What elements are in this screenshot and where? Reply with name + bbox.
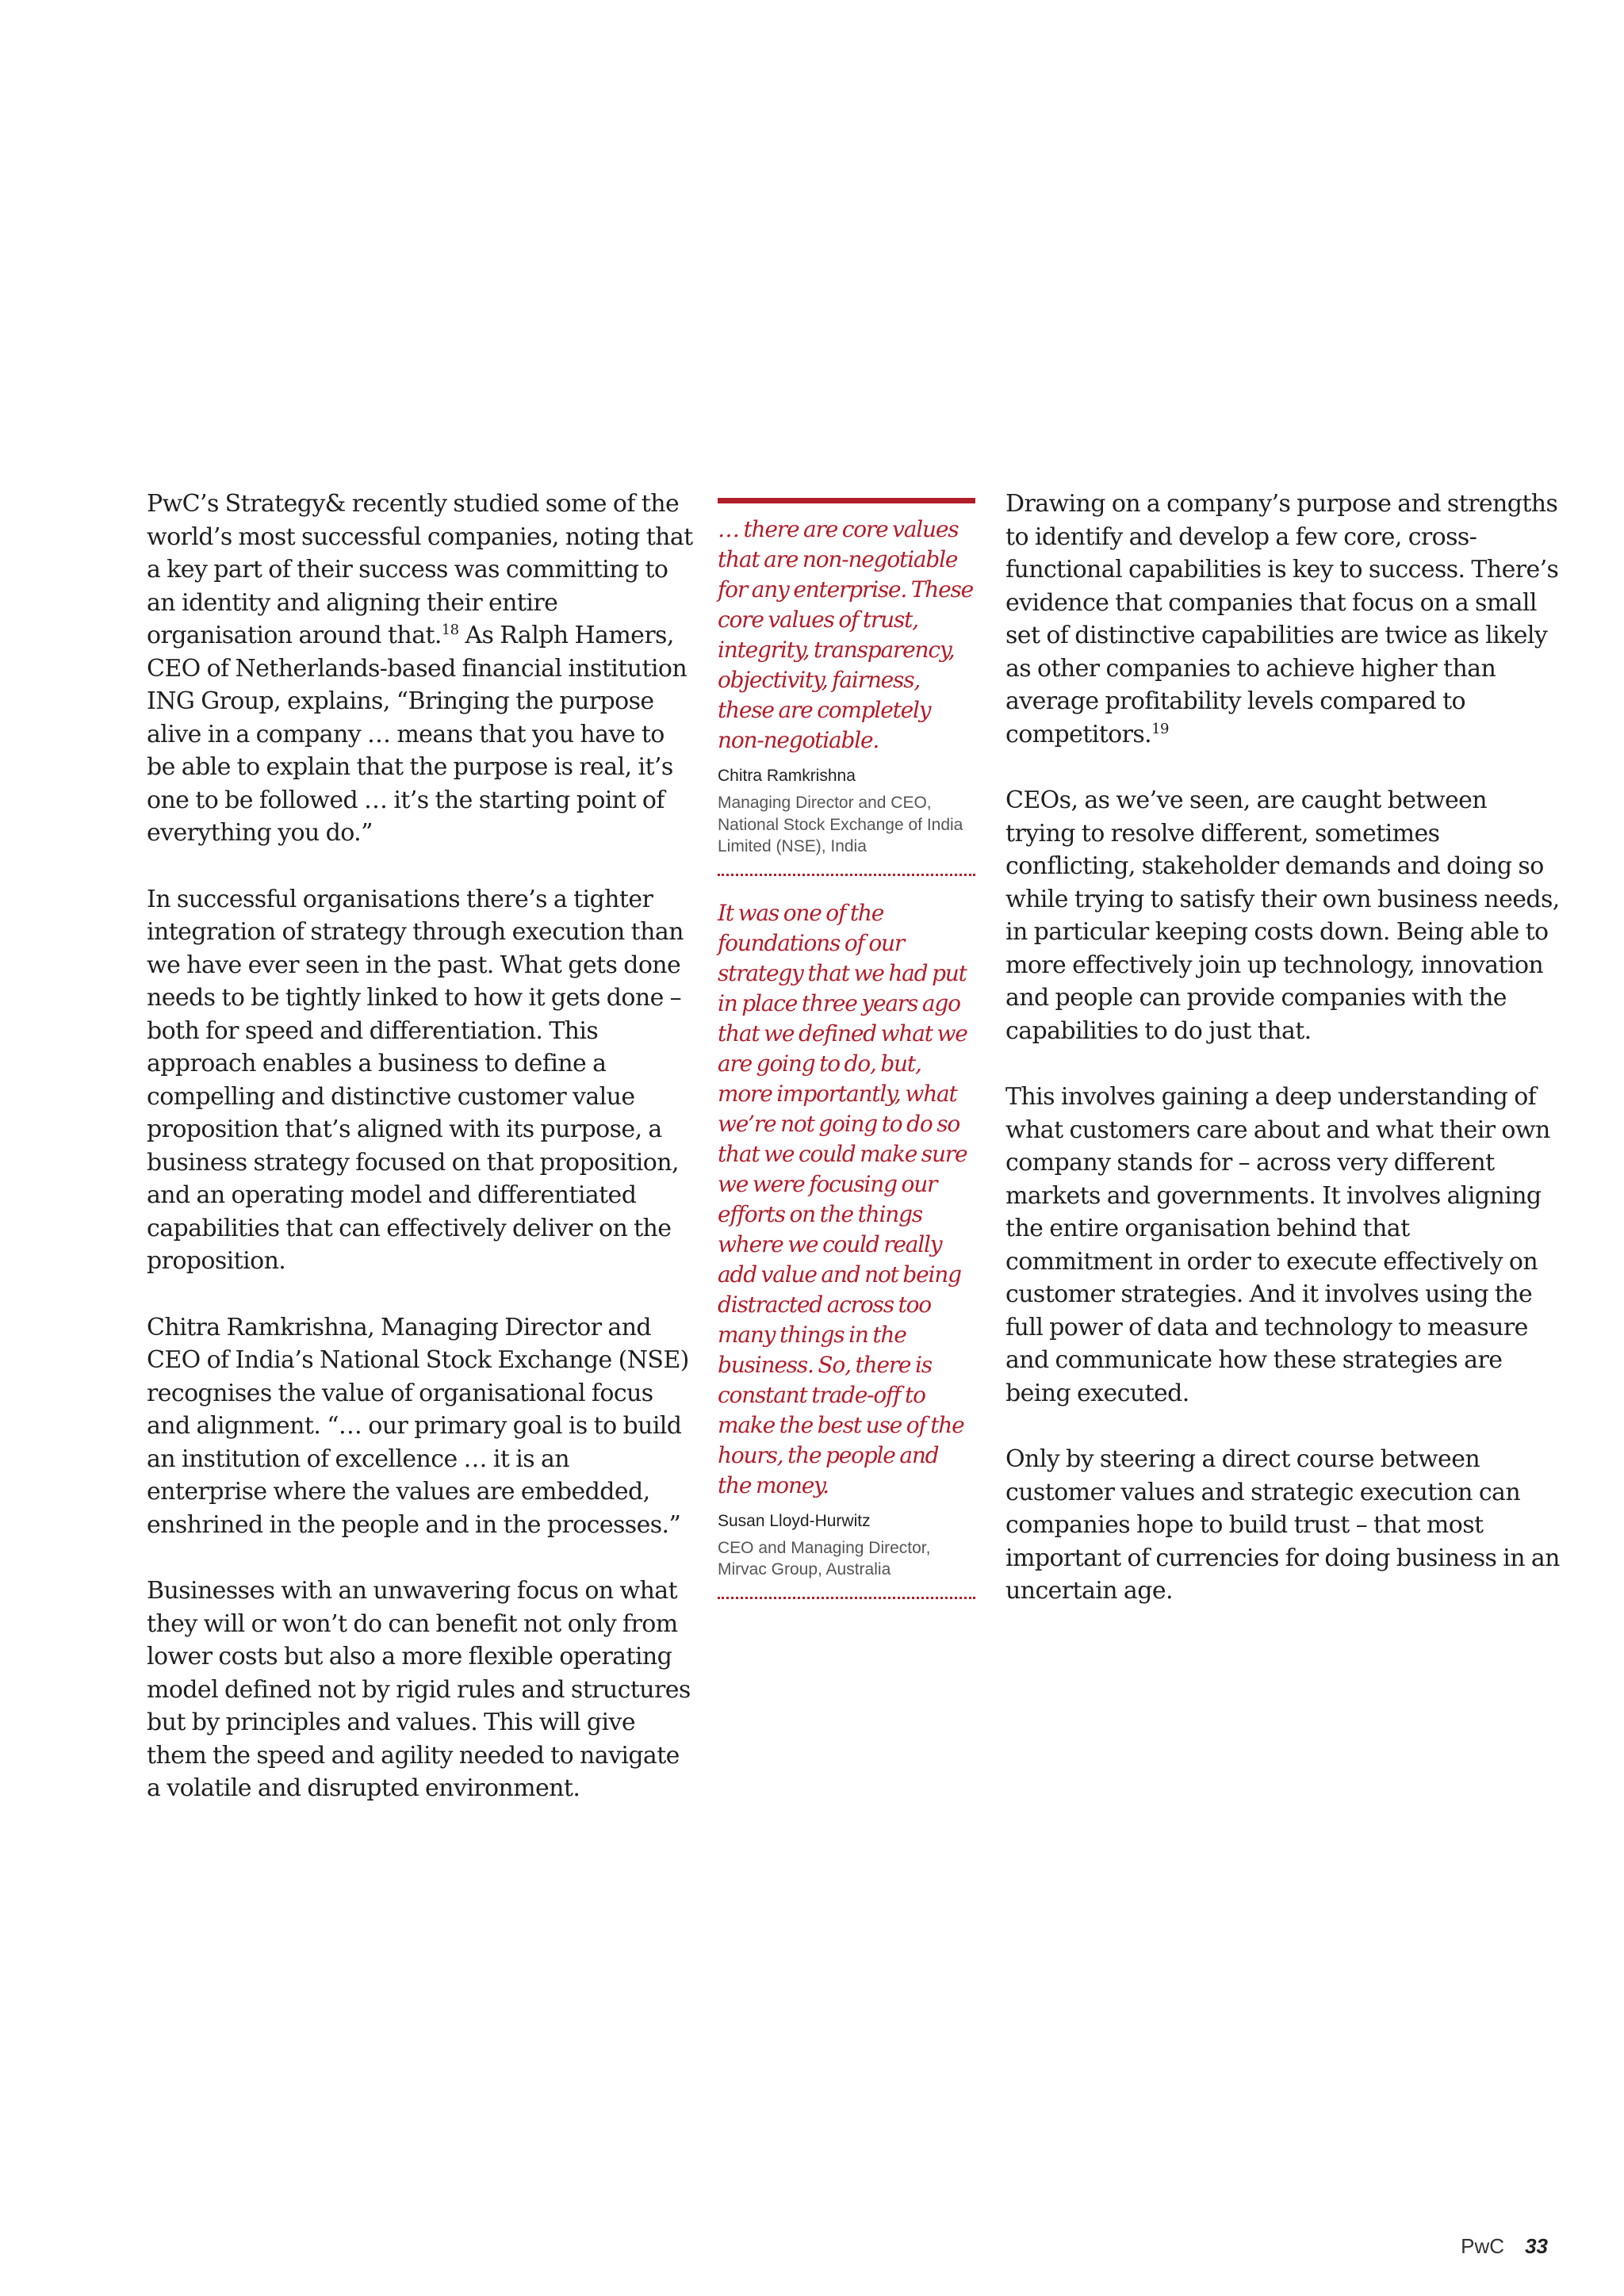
quote-author-role: CEO and Managing Director, Mirvac Group, Australia (718, 1538, 931, 1578)
footnote-ref[interactable]: 18 (441, 622, 459, 638)
quote-text: It was one of the foundations of our strategy that we had put in place three years ago that we defined what we are going to do, but, more importantly, what we’re not going to do so that we could make sure we were focusing our efforts on the things where we could really add value and not being distracted across too many things in the business. So, there is constant trade-off to make the best use of the hours, the people and the money. (718, 899, 967, 1498)
body-paragraph: In successful organisations there’s a tighter integration of strategy through execution than we have ever seen in the past. What gets done needs to be tightly linked to how it gets done – both for speed and differentiation. This approach enables a business to define a compelling and distinctive customer value proposition that’s aligned with its purpose, a business strategy focused on that proposition, and an operating model and differentiated capabilities that can effectively deliver on the proposition. (147, 885, 684, 1275)
page-footer (1461, 2234, 1548, 2259)
body-paragraph: CEOs, as we’ve seen, are caught between trying to resolve different, sometimes conflicting, stakeholder demands and doing so while trying to satisfy their own business needs, in particular keeping costs down. Being able to more effectively join up technology, innovation and people can provide companies with the capabilities to do just that. (1005, 786, 1560, 1045)
quote-author-name: Chitra Ramkrishna (718, 767, 856, 785)
body-paragraph (147, 488, 694, 850)
pull-quote (718, 515, 975, 858)
left-column (147, 488, 694, 1839)
page-number: 33 (1525, 2234, 1548, 2258)
body-paragraph: Only by steering a direct course between customer values and strategic execution can companies hope to build trust – that most important of currencies for doing business in an uncertain age. (1005, 1445, 1560, 1605)
footnote-ref[interactable]: 19 (1151, 720, 1169, 737)
quote-author-role: Managing Director and CEO, National Stock Exchange of India Limited (NSE), India (718, 794, 963, 855)
body-paragraph: This involves gaining a deep understanding of what customers care about and what their own company stands for – across very different markets and governments. It involves aligning the entire organisation behind that commitment in order to execute effectively on customer strategies. And it involves using the full power of data and technology to measure and communicate how these strategies are being executed. (1005, 1083, 1550, 1407)
dotted-divider (718, 1597, 975, 1599)
pull-quote (718, 898, 975, 1581)
body-paragraph (1005, 488, 1561, 751)
quote-author-name: Susan Lloyd-Hurwitz (718, 1511, 871, 1530)
paragraph-text: PwC’s Strategy& recently studied some of the world’s most successful companies, noting that a key part of their success was committing to an identity and aligning their entire organisation around that. (147, 490, 693, 649)
body-paragraph: Businesses with an unwavering focus on what they will or won’t do can benefit not only from lower costs but also a more flexible operating model defined not by rigid rules and structures but by principles and values. This will give them the speed and agility needed to navigate a volatile and disrupted environment. (147, 1577, 691, 1802)
right-column (1005, 488, 1561, 1641)
pull-quote-column (718, 488, 975, 1621)
footer-brand: PwC (1461, 2234, 1505, 2258)
quote-top-rule (718, 498, 975, 503)
body-paragraph: Chitra Ramkrishna, Managing Director and CEO of India’s National Stock Exchange (NSE) recognises the value of organisational focus and alignment. “… our primary goal is to build an institution of excellence … it is an enterprise where the values are embedded, enshrined in the people and in the processes.” (147, 1313, 689, 1539)
quote-text: … there are core values that are non-negotiable for any enterprise. These core values of trust, integrity, transparency, objectivity, fairness, these are completely non-negotiable. (718, 516, 973, 753)
paragraph-text: As Ralph Hamers, CEO of Netherlands-based financial institution ING Group, explains, “Bringing the purpose alive in a company … means that you have to be able to explain that the purpose is real, it’s one to be followed … it’s the starting point of everything you do.” (147, 622, 688, 847)
dotted-divider (718, 874, 975, 876)
paragraph-text: Drawing on a company’s purpose and strengths to identify and develop a few core, cross-functional capabilities is key to success. There’s evidence that companies that focus on a small set of distinctive capabilities are twice as likely as other companies to achieve higher than average profitability levels compared to competitors. (1005, 490, 1559, 748)
